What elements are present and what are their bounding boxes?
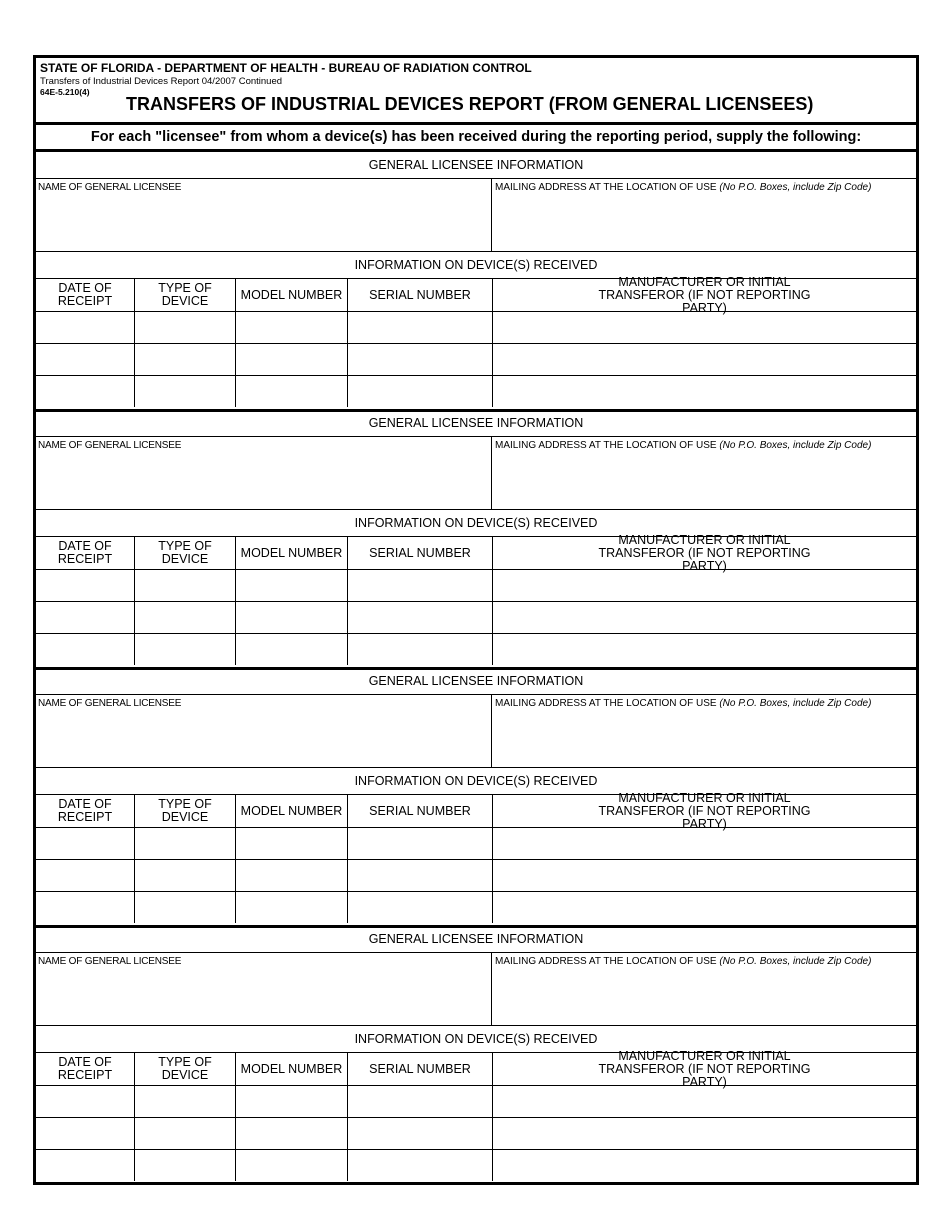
column-header-label: SERIAL NUMBER	[369, 545, 471, 560]
device-table-row	[36, 634, 916, 665]
cell-type-of-device[interactable]	[135, 570, 236, 601]
device-table-row	[36, 376, 916, 407]
device-table-row	[36, 570, 916, 602]
page-title: TRANSFERS OF INDUSTRIAL DEVICES REPORT (FROM GENERAL LICENSEES)	[126, 94, 814, 114]
column-header-label: SERIAL NUMBER	[369, 1061, 471, 1076]
general-licensee-info	[36, 437, 916, 510]
column-header-serial-number	[348, 537, 493, 569]
column-header-date-of-receipt	[36, 279, 135, 311]
cell-type-of-device[interactable]	[135, 312, 236, 343]
cell-model-number[interactable]	[236, 602, 348, 633]
column-header-label: TYPE OF DEVICE	[158, 1055, 212, 1082]
mailing-address-label: MAILING ADDRESS AT THE LOCATION OF USE	[495, 182, 717, 193]
column-header-label: DATE OF RECEIPT	[57, 1055, 113, 1082]
column-header-label: DATE OF RECEIPT	[57, 797, 113, 824]
cell-type-of-device[interactable]	[135, 828, 236, 859]
cell-model-number[interactable]	[236, 376, 348, 407]
cell-type-of-device[interactable]	[135, 1150, 236, 1181]
licensee-name-field[interactable]	[36, 437, 492, 509]
cell-date-of-receipt[interactable]	[36, 312, 135, 343]
mailing-address-field[interactable]	[495, 698, 871, 709]
column-header-label: MODEL NUMBER	[240, 287, 343, 302]
column-header-type-of-device	[135, 537, 236, 569]
licensee-section	[36, 926, 916, 1183]
cell-model-number[interactable]	[236, 344, 348, 375]
column-header-type-of-device	[135, 795, 236, 827]
cell-model-number[interactable]	[236, 860, 348, 891]
cell-type-of-device[interactable]	[135, 634, 236, 665]
rule-number: 64E-5.210(4)	[40, 87, 90, 97]
form-subtitle: Transfers of Industrial Devices Report 04/2007 Continued	[40, 76, 283, 87]
licensee-name-label: NAME OF GENERAL LICENSEE	[38, 956, 182, 967]
cell-model-number[interactable]	[236, 570, 348, 601]
device-table-row	[36, 602, 916, 634]
cell-manufacturer[interactable]	[493, 1118, 916, 1149]
cell-date-of-receipt[interactable]	[36, 1118, 135, 1149]
mailing-address-field[interactable]	[495, 182, 871, 193]
cell-serial-number[interactable]	[348, 344, 493, 375]
cell-serial-number[interactable]	[348, 602, 493, 633]
device-table-header	[36, 274, 916, 315]
cell-manufacturer[interactable]	[493, 1150, 916, 1181]
column-header-label: DATE OF RECEIPT	[57, 281, 113, 308]
column-header-label: TYPE OF DEVICE	[158, 281, 212, 308]
cell-serial-number[interactable]	[348, 892, 493, 923]
cell-date-of-receipt[interactable]	[36, 1150, 135, 1181]
cell-date-of-receipt[interactable]	[36, 860, 135, 891]
mailing-address-note: (No P.O. Boxes, include Zip Code)	[719, 956, 872, 967]
column-header-model-number	[236, 1053, 348, 1085]
column-header-label: MANUFACTURER OR INITIAL TRANSFEROR (IF NOT REPORTING PARTY)	[598, 274, 811, 315]
cell-type-of-device[interactable]	[135, 860, 236, 891]
cell-date-of-receipt[interactable]	[36, 828, 135, 859]
device-table-header	[36, 1048, 916, 1089]
cell-serial-number[interactable]	[348, 376, 493, 407]
cell-serial-number[interactable]	[348, 634, 493, 665]
licensee-name-field[interactable]	[36, 179, 492, 251]
column-header-type-of-device	[135, 279, 236, 311]
device-info-heading: INFORMATION ON DEVICE(S) RECEIVED	[36, 510, 916, 537]
agency-name: STATE OF FLORIDA - DEPARTMENT OF HEALTH - BUREAU OF RADIATION CONTROL	[40, 61, 532, 75]
cell-date-of-receipt[interactable]	[36, 376, 135, 407]
column-header-label: MODEL NUMBER	[240, 1061, 343, 1076]
cell-model-number[interactable]	[236, 1086, 348, 1117]
cell-manufacturer[interactable]	[493, 344, 916, 375]
cell-type-of-device[interactable]	[135, 376, 236, 407]
cell-manufacturer[interactable]	[493, 376, 916, 407]
general-licensee-heading: GENERAL LICENSEE INFORMATION	[36, 410, 916, 437]
column-header-date-of-receipt	[36, 795, 135, 827]
licensee-name-field[interactable]	[36, 695, 492, 767]
device-table-row	[36, 312, 916, 344]
column-header-type-of-device	[135, 1053, 236, 1085]
device-table-header	[36, 790, 916, 831]
cell-manufacturer[interactable]	[493, 860, 916, 891]
column-header-model-number	[236, 537, 348, 569]
column-header-date-of-receipt	[36, 537, 135, 569]
column-header-label: MANUFACTURER OR INITIAL TRANSFEROR (IF NOT REPORTING PARTY)	[598, 1048, 811, 1089]
column-header-manufacturer	[493, 790, 916, 831]
cell-date-of-receipt[interactable]	[36, 634, 135, 665]
cell-serial-number[interactable]	[348, 570, 493, 601]
licensee-name-label: NAME OF GENERAL LICENSEE	[38, 182, 182, 193]
device-info-heading: INFORMATION ON DEVICE(S) RECEIVED	[36, 252, 916, 279]
device-table-row	[36, 1086, 916, 1118]
device-table-row	[36, 1150, 916, 1181]
licensee-section	[36, 668, 916, 928]
column-header-label: TYPE OF DEVICE	[158, 797, 212, 824]
cell-date-of-receipt[interactable]	[36, 602, 135, 633]
instruction-text: For each "licensee" from whom a device(s) has been received during the reporting period, supply the following:	[36, 125, 916, 152]
mailing-address-label: MAILING ADDRESS AT THE LOCATION OF USE	[495, 698, 717, 709]
column-header-manufacturer	[493, 1048, 916, 1089]
column-header-label: DATE OF RECEIPT	[57, 539, 113, 566]
licensee-name-field[interactable]	[36, 953, 492, 1025]
device-table-row	[36, 344, 916, 376]
device-table-row	[36, 1118, 916, 1150]
cell-model-number[interactable]	[236, 828, 348, 859]
cell-serial-number[interactable]	[348, 828, 493, 859]
form-header	[36, 58, 916, 125]
cell-serial-number[interactable]	[348, 1118, 493, 1149]
device-info-heading: INFORMATION ON DEVICE(S) RECEIVED	[36, 1026, 916, 1053]
cell-model-number[interactable]	[236, 634, 348, 665]
device-info-heading: INFORMATION ON DEVICE(S) RECEIVED	[36, 768, 916, 795]
general-licensee-info	[36, 179, 916, 252]
cell-serial-number[interactable]	[348, 1086, 493, 1117]
column-header-manufacturer	[493, 274, 916, 315]
cell-model-number[interactable]	[236, 1118, 348, 1149]
cell-manufacturer[interactable]	[493, 892, 916, 923]
cell-manufacturer[interactable]	[493, 828, 916, 859]
cell-type-of-device[interactable]	[135, 892, 236, 923]
cell-date-of-receipt[interactable]	[36, 344, 135, 375]
column-header-serial-number	[348, 1053, 493, 1085]
cell-type-of-device[interactable]	[135, 602, 236, 633]
cell-manufacturer[interactable]	[493, 312, 916, 343]
mailing-address-note: (No P.O. Boxes, include Zip Code)	[719, 182, 872, 193]
licensee-section	[36, 410, 916, 670]
mailing-address-field[interactable]	[495, 956, 871, 967]
mailing-address-note: (No P.O. Boxes, include Zip Code)	[719, 698, 872, 709]
cell-type-of-device[interactable]	[135, 344, 236, 375]
column-header-label: SERIAL NUMBER	[369, 287, 471, 302]
cell-date-of-receipt[interactable]	[36, 892, 135, 923]
column-header-serial-number	[348, 279, 493, 311]
mailing-address-note: (No P.O. Boxes, include Zip Code)	[719, 440, 872, 451]
cell-manufacturer[interactable]	[493, 1086, 916, 1117]
cell-model-number[interactable]	[236, 892, 348, 923]
column-header-label: MODEL NUMBER	[240, 803, 343, 818]
mailing-address-label: MAILING ADDRESS AT THE LOCATION OF USE	[495, 956, 717, 967]
column-header-date-of-receipt	[36, 1053, 135, 1085]
cell-type-of-device[interactable]	[135, 1086, 236, 1117]
cell-model-number[interactable]	[236, 312, 348, 343]
column-header-label: SERIAL NUMBER	[369, 803, 471, 818]
licensee-section	[36, 152, 916, 412]
cell-serial-number[interactable]	[348, 1150, 493, 1181]
cell-serial-number[interactable]	[348, 312, 493, 343]
cell-type-of-device[interactable]	[135, 1118, 236, 1149]
licensee-name-label: NAME OF GENERAL LICENSEE	[38, 698, 182, 709]
general-licensee-heading: GENERAL LICENSEE INFORMATION	[36, 668, 916, 695]
cell-serial-number[interactable]	[348, 860, 493, 891]
column-header-model-number	[236, 279, 348, 311]
cell-manufacturer[interactable]	[493, 602, 916, 633]
column-header-label: MANUFACTURER OR INITIAL TRANSFEROR (IF NOT REPORTING PARTY)	[598, 790, 811, 831]
general-licensee-info	[36, 953, 916, 1026]
cell-date-of-receipt[interactable]	[36, 570, 135, 601]
cell-date-of-receipt[interactable]	[36, 1086, 135, 1117]
column-header-manufacturer	[493, 532, 916, 573]
cell-manufacturer[interactable]	[493, 634, 916, 665]
column-header-label: TYPE OF DEVICE	[158, 539, 212, 566]
column-header-model-number	[236, 795, 348, 827]
cell-model-number[interactable]	[236, 1150, 348, 1181]
mailing-address-label: MAILING ADDRESS AT THE LOCATION OF USE	[495, 440, 717, 451]
column-header-serial-number	[348, 795, 493, 827]
device-table-row	[36, 860, 916, 892]
column-header-label: MANUFACTURER OR INITIAL TRANSFEROR (IF NOT REPORTING PARTY)	[598, 532, 811, 573]
general-licensee-heading: GENERAL LICENSEE INFORMATION	[36, 152, 916, 179]
mailing-address-field[interactable]	[495, 440, 871, 451]
licensee-name-label: NAME OF GENERAL LICENSEE	[38, 440, 182, 451]
device-table-header	[36, 532, 916, 573]
general-licensee-heading: GENERAL LICENSEE INFORMATION	[36, 926, 916, 953]
general-licensee-info	[36, 695, 916, 768]
column-header-label: MODEL NUMBER	[240, 545, 343, 560]
cell-manufacturer[interactable]	[493, 570, 916, 601]
device-table-row	[36, 892, 916, 923]
report-form	[33, 55, 919, 1185]
device-table-row	[36, 828, 916, 860]
